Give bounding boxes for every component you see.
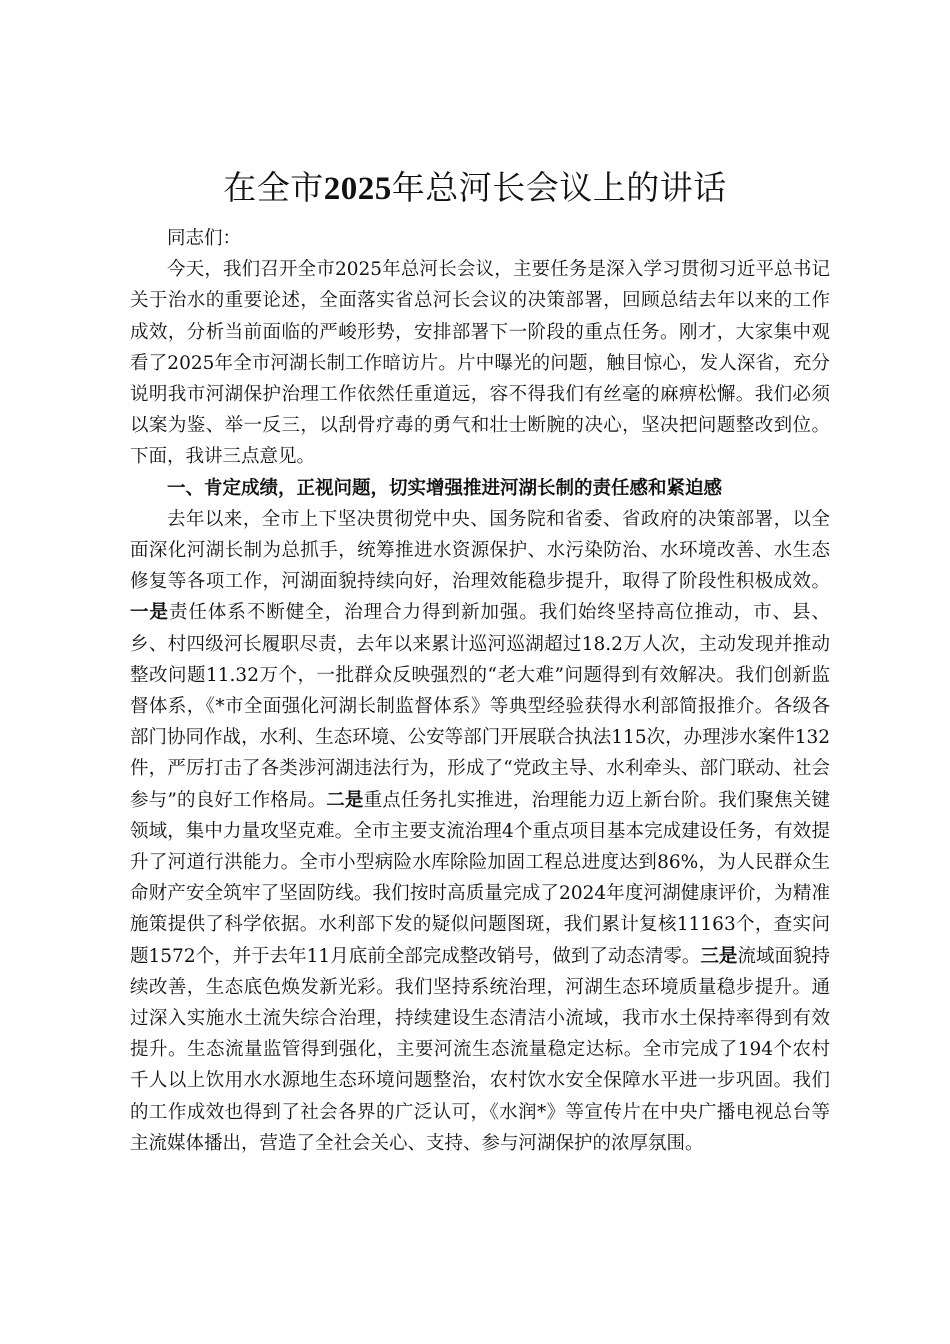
- point-marker-3: 三是: [700, 945, 738, 967]
- section-paragraph-1: [130, 504, 830, 1159]
- document-body: [130, 223, 830, 1159]
- paragraph-lead: 去年以来，全市上下坚决贯彻党中央、国务院和省委、省政府的决策部署，以全面深化河湖长制为总抓手，统筹推进水资源保护、水污染防治、水环境改善、水生态修复等各项工作，河湖面貌持续向好，治理效能稳步提升，取得了阶段性积极成效。: [130, 508, 830, 593]
- title-year: 2025: [323, 171, 392, 207]
- salutation: 同志们：: [167, 228, 242, 249]
- section-heading-1: 一、肯定成绩，正视问题，切实增强推进河湖长制的责任感和紧迫感: [167, 477, 723, 499]
- point-marker-2: 二是: [326, 789, 364, 811]
- document-title: [0, 166, 950, 211]
- title-suffix: 年总河长会议上的讲话: [391, 168, 727, 207]
- point-marker-1: 一是: [130, 602, 169, 624]
- intro-paragraph: 今天，我们召开全市2025年总河长会议，主要任务是深入学习贯彻习近平总书记关于治水的重要论述，全面落实省总河长会议的决策部署，回顾总结去年以来的工作成效，分析当前面临的严峻形势，安排部署下一阶段的重点任务。刚才，大家集中观看了2025年全市河湖长制工作暗访片。片中曝光的问题，触目惊心，发人深省，充分说明我市河湖保护治理工作依然任重道远，容不得我们有丝毫的麻痹松懈。我们必须以案为鉴、举一反三，以刮骨疗毒的勇气和壮士断腕的决心，坚决把问题整改到位。下面，我讲三点意见。: [130, 259, 830, 468]
- point-text-3: 流域面貌持续改善，生态底色焕发新光彩。我们坚持系统治理，河湖生态环境质量稳步提升。通过深入实施水土流失综合治理，持续建设生态清洁小流域，我市水土保持率得到有效提升。生态流量监管得到强化，主要河流生态流量稳定达标。全市完成了194个农村千人以上饮用水水源地生态环境问题整治，农村饮水安全保障水平进一步巩固。我们的工作成效也得到了社会各界的广泛认可，《水润*》等宣传片在中央广播电视总台等主流媒体播出，营造了全社会关心、支持、参与河湖保护的浓厚氛围。: [130, 945, 830, 1154]
- title-prefix: 在全市: [223, 168, 324, 207]
- point-text-1: 责任体系不断健全，治理合力得到新加强。我们始终坚持高位推动，市、县、乡、村四级河长履职尽责，去年以来累计巡河巡湖超过18.2万人次，主动发现并推动整改问题11.32万个，一批群众反映强烈的“老大难”问题得到有效解决。我们创新监督体系，《*市全面强化河湖长制监督体系》等典型经验获得水利部简报推介。各级各部门协同作战，水利、生态环境、公安等部门开展联合执法115次，办理涉水案件132件，严厉打击了各类涉河湖违法行为，形成了“党政主导、水利牵头、部门联动、社会参与”的良好工作格局。: [130, 602, 830, 811]
- point-text-2: 重点任务扎实推进，治理能力迈上新台阶。我们聚焦关键领域，集中力量攻坚克难。全市主要支流治理4个重点项目基本完成建设任务，有效提升了河道行洪能力。全市小型病险水库除险加固工程总进度达到86%，为人民群众生命财产安全筑牢了坚固防线。我们按时高质量完成了2024年度河湖健康评价，为精准施策提供了科学依据。水利部下发的疑似问题图斑，我们累计复核11163个，查实问题1572个，并于去年11月底前全部完成整改销号，做到了动态清零。: [130, 789, 830, 967]
